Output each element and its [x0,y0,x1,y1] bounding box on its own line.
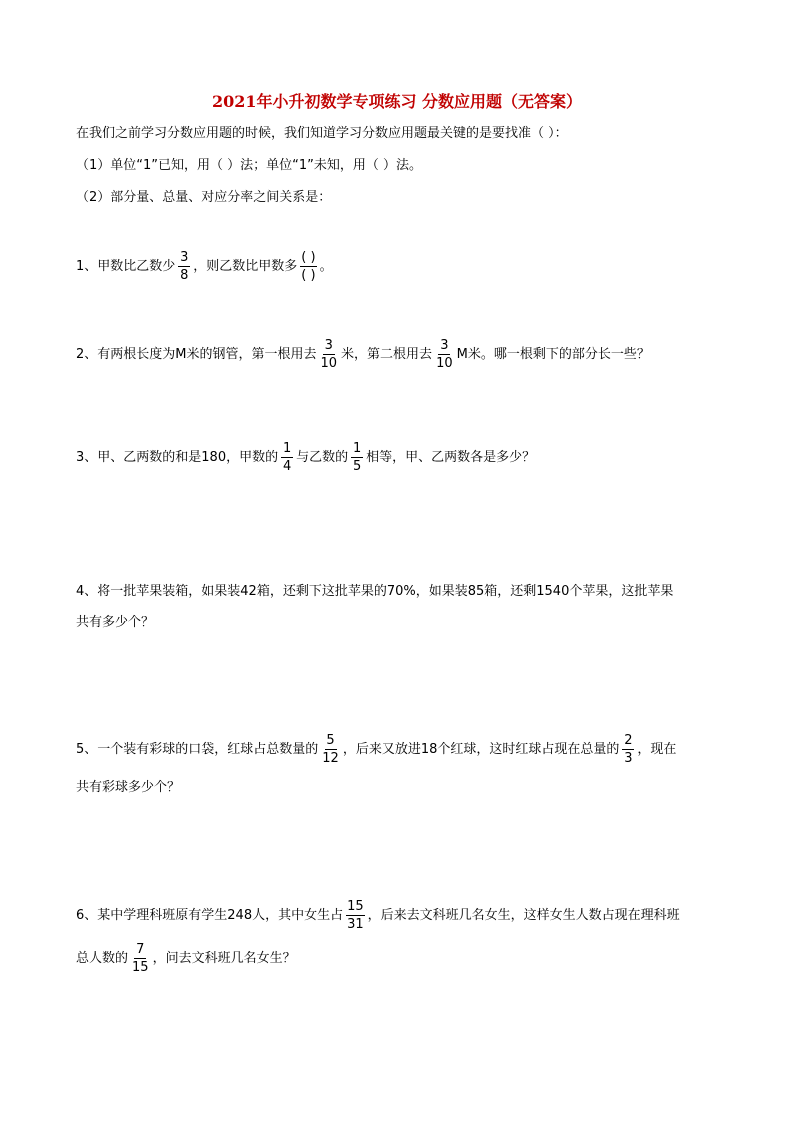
q1-f1-denominator: 8 [180,268,189,283]
q2-f1-denominator: 10 [320,356,338,371]
q2-fraction-2 [435,338,454,371]
q6-text-a: 6、某中学理科班原有学生248人，其中女生占 [76,907,344,923]
q1-text-b: ，则乙数比甲数多 [193,258,298,274]
q3-f2-numerator: 1 [352,441,362,456]
q3-f1-numerator: 1 [282,441,292,456]
q2-text-a: 2、有两根长度为M米的钢管，第一根用去 [76,346,317,362]
question-4-line-1: 4、将一批苹果装箱，如果装42箱，还剩下这批苹果的70%，如果装85箱，还剩1540个苹果，这批苹果 [76,584,674,599]
q2-fraction-1 [320,338,339,371]
q3-fraction-1 [281,441,293,474]
q5-fraction-1 [321,733,340,766]
q5-f2-numerator: 2 [624,733,633,748]
question-6-line-1 [76,899,680,932]
q1-fraction-1 [178,250,190,283]
q6-fraction-1 [346,899,365,932]
q6-f2-denominator: 15 [132,960,149,975]
q1-f2-numerator: ( ) [301,250,316,265]
q6-f1-denominator: 31 [347,917,364,932]
q3-text-b: 与乙数的 [296,449,349,465]
q2-f2-numerator: 3 [440,338,449,353]
q3-f2-denominator: 5 [352,459,362,474]
question-3 [76,441,535,474]
q1-text-a: 1、甲数比乙数少 [76,258,176,274]
question-6-line-2 [76,942,296,975]
intro-line-3: （2）部分量、总量、对应分率之间关系是： [76,190,332,205]
q3-text-c: 相等，甲、乙两数各是多少？ [366,449,536,465]
q3-f1-denominator: 4 [282,459,292,474]
question-1 [76,250,333,283]
q1-f2-denominator: ( ) [301,268,316,283]
q6-text-b: ，后来去文科班几名女生，这样女生人数占现在理科班 [367,907,680,923]
q5-f1-numerator: 5 [326,733,335,748]
q5-text-a: 5、一个装有彩球的口袋，红球占总数量的 [76,741,319,757]
q6-text-c: 总人数的 [76,950,129,966]
q3-text-a: 3、甲、乙两数的和是180，甲数的 [76,449,279,465]
q1-fraction-2 [300,250,316,283]
q6-f2-numerator: 7 [136,942,145,957]
q2-text-b: 米，第二根用去 [341,346,433,362]
question-4-line-2: 共有多少个？ [76,615,155,630]
q5-f2-denominator: 3 [624,751,633,766]
page-title: 2021年小升初数学专项练习 分数应用题（无答案） [211,92,583,111]
q3-fraction-2 [351,441,363,474]
q6-fraction-2 [131,942,150,975]
question-5 [76,733,676,766]
q1-text-c: 。 [319,258,333,274]
question-5-line-2: 共有彩球多少个？ [76,780,181,795]
intro-line-1: 在我们之前学习分数应用题的时候，我们知道学习分数应用题最关键的是要找准（ ）： [76,126,568,141]
q5-f1-denominator: 12 [322,751,339,766]
q2-text-c: M米。哪一根剩下的部分长一些？ [456,346,650,362]
question-2 [76,338,650,371]
q1-f1-numerator: 3 [180,250,189,265]
intro-line-2: （1）单位“1”已知，用（ ）法；单位“1”未知，用（ ）法。 [76,158,423,173]
q6-f1-numerator: 15 [347,899,364,914]
q6-text-d: ，问去文科班几名女生？ [152,950,296,966]
q2-f1-numerator: 3 [324,338,333,353]
q5-text-b: ，后来又放进18个红球，这时红球占现在总量的 [342,741,620,757]
q5-fraction-2 [622,733,634,766]
q2-f2-denominator: 10 [436,356,453,371]
q5-text-c: ，现在 [637,741,677,757]
